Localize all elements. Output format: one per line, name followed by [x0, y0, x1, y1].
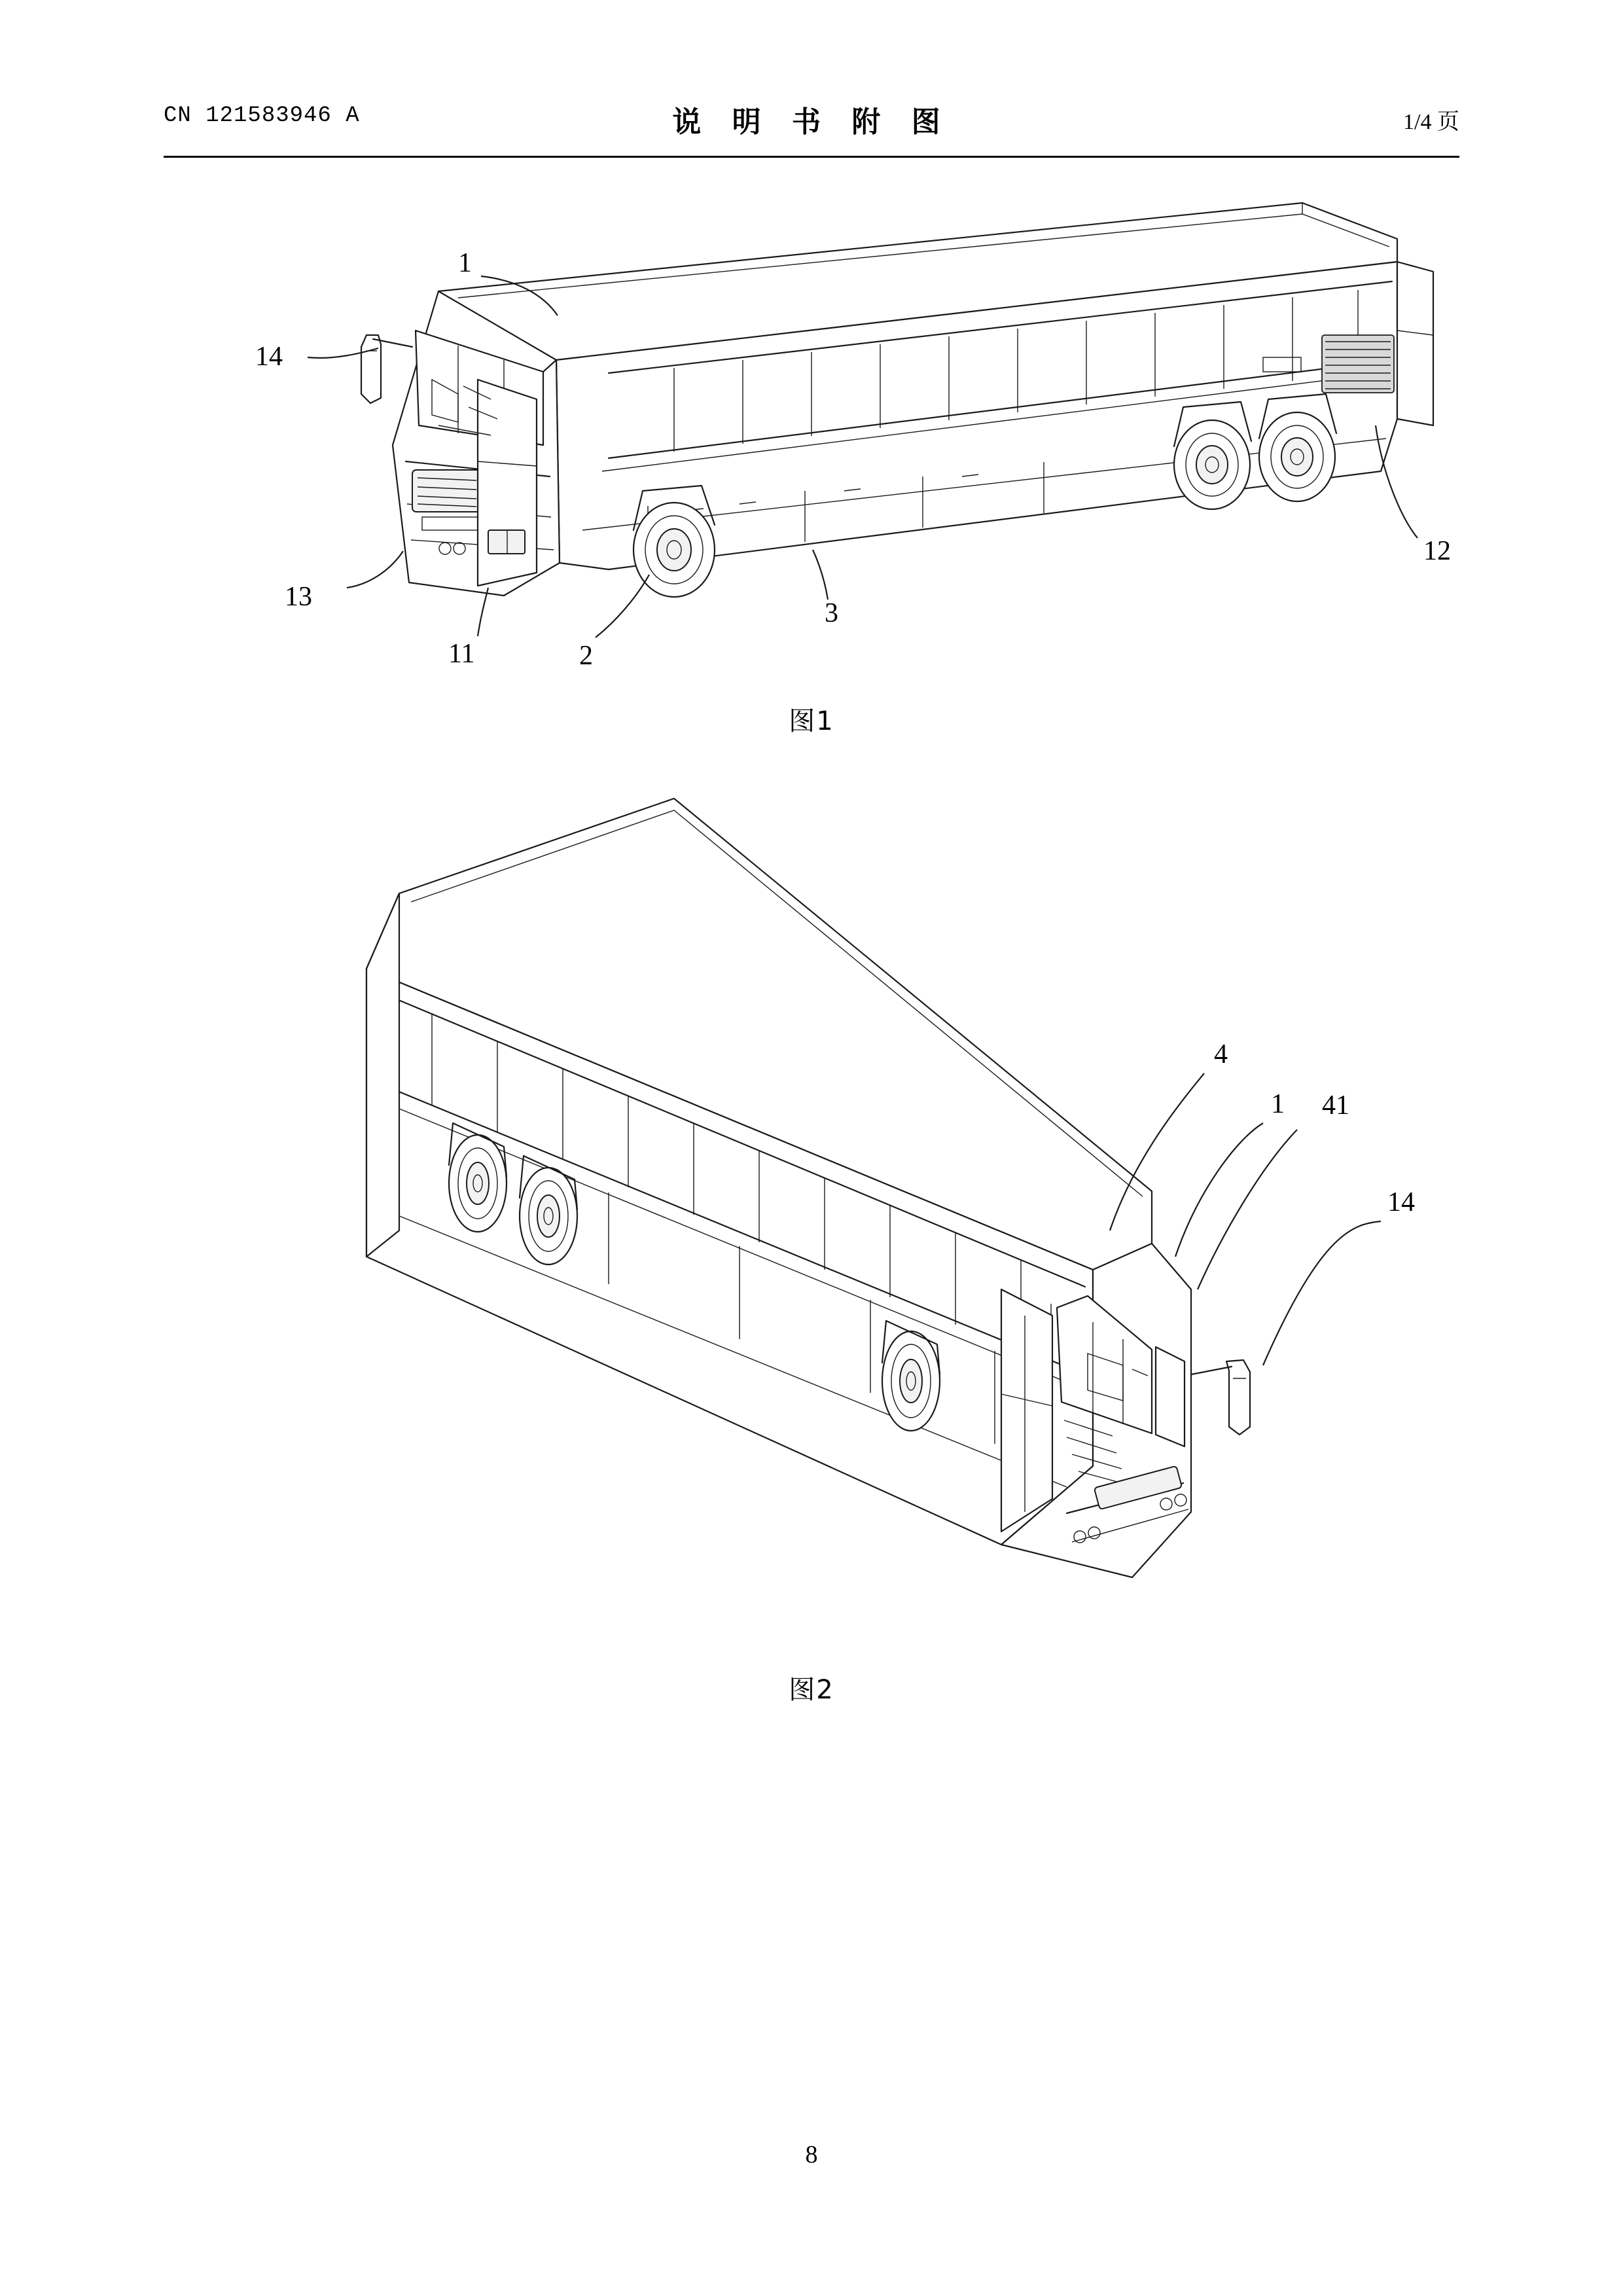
figure-2-reference-numbers — [1214, 1039, 1415, 1217]
figure-1-drawing — [151, 164, 1472, 687]
ref-label: 13 — [285, 582, 312, 612]
figure-1-caption: 图1 — [789, 706, 834, 736]
figure-2-caption: 图2 — [789, 1675, 834, 1705]
ref-label: 12 — [1423, 536, 1451, 566]
ref-label: 14 — [255, 342, 283, 372]
page-number: 8 — [805, 2141, 818, 2168]
ref-label: 3 — [825, 598, 838, 628]
figure-1 — [151, 164, 1472, 740]
ref-label: 2 — [579, 641, 593, 671]
ref-label: 1 — [1271, 1089, 1285, 1119]
ref-label: 41 — [1322, 1090, 1349, 1121]
page-indicator: 1/4 页 — [1403, 110, 1459, 134]
ref-label: 4 — [1214, 1039, 1228, 1069]
bus-body-figure-2 — [366, 798, 1250, 1577]
figure-2 — [151, 772, 1472, 1728]
ref-label: 14 — [1387, 1187, 1415, 1217]
patent-number: CN 121583946 A — [164, 103, 360, 128]
page-header — [164, 98, 1459, 151]
header-divider — [164, 156, 1459, 158]
figure-2-drawing — [151, 772, 1472, 1656]
ref-label: 1 — [458, 248, 472, 278]
page-title: 说 明 书 附 图 — [672, 105, 951, 139]
bus-body-figure-1 — [361, 203, 1433, 597]
ref-label: 11 — [448, 639, 475, 669]
